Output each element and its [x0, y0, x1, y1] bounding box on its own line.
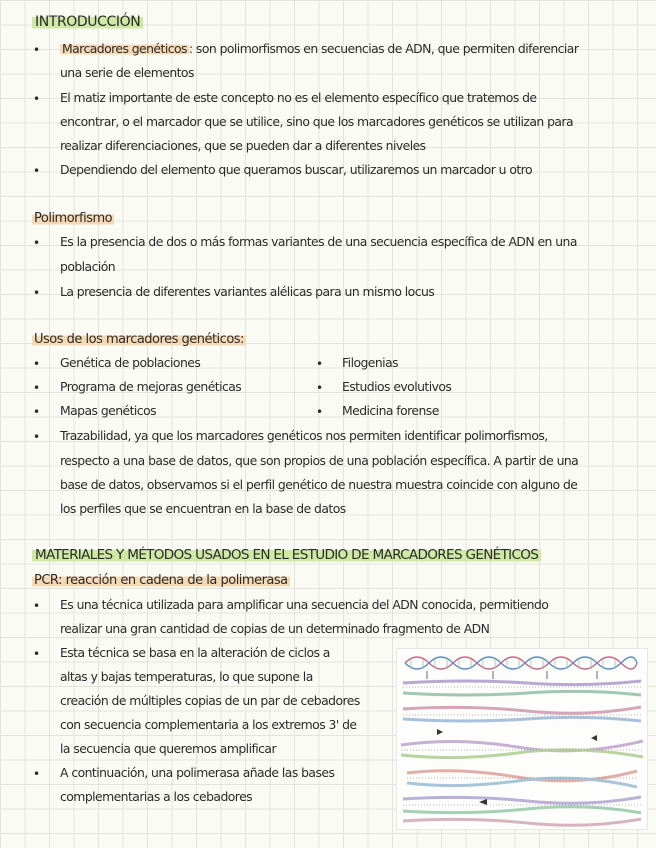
- pcr-bullet-3: A continuación, una polimerasa añade las bases: [60, 765, 335, 780]
- polimorfismo-bullet-1-cont: población: [60, 259, 116, 274]
- intro-bullet-1: Marcadores genéticos : son polimorfismos en secuencias de ADN, que permiten diferenciar: [62, 41, 579, 56]
- intro-bullet-2: El matiz importante de este concepto no es el elemento específico que tratemos de: [60, 90, 537, 105]
- usos-heading: Usos de los marcadores genéticos:: [34, 332, 244, 347]
- dna-strands: [401, 681, 643, 825]
- polimorfismo-heading: Polimorfismo: [34, 211, 113, 226]
- pcr-bullet-2-cont: altas y bajas temperaturas, lo que supone la: [60, 669, 313, 684]
- pcr-abbr: PCR: [34, 573, 59, 588]
- trazabilidad-cont: los perfiles que se encuentran en la base de datos: [60, 501, 346, 516]
- usos-item: Estudios evolutivos: [342, 379, 452, 394]
- bullet: •: [33, 43, 41, 57]
- pcr-bullet-3-cont: complementarias a los cebadores: [60, 789, 253, 804]
- bullet: •: [33, 236, 41, 250]
- intro-bullet-1-cont: una serie de elementos: [60, 65, 194, 80]
- pcr-bullet-1: Es una técnica utilizada para amplificar una secuencia del ADN conocida, permitiendo: [60, 597, 549, 612]
- trazabilidad-cont: respecto a una base de datos, que son propios de una población específica. A partir de una: [60, 453, 579, 468]
- usos-item: Medicina forense: [342, 403, 439, 418]
- bullet: •: [33, 92, 41, 106]
- intro-bullet-2-cont: realizar diferenciaciones, que se pueden dar a diferentes niveles: [60, 138, 426, 153]
- usos-item: Filogenias: [342, 355, 399, 370]
- pcr-bullet-2-cont: con secuencia complementaria a los extremos 3' de: [60, 717, 357, 732]
- intro-bullet-3: Dependiendo del elemento que queramos buscar, utilizaremos un marcador u otro: [60, 162, 532, 177]
- trazabilidad-cont: base de datos, observamos si el perfil genético de nuestra muestra coincide con alguno de: [60, 477, 578, 492]
- pcr-heading: [32, 573, 290, 588]
- pcr-definition: : reacción en cadena de la polimerasa: [58, 573, 288, 588]
- polimorfismo-bullet-1: Es la presencia de dos o más formas variantes de una secuencia específica de ADN en una: [60, 234, 577, 249]
- dna-helix: [405, 657, 637, 679]
- bullet: •: [316, 381, 324, 395]
- bullet: •: [33, 430, 41, 444]
- bullet: •: [316, 357, 324, 371]
- materiales-heading: MATERIALES Y MÉTODOS USADOS EN EL ESTUDIO DE MARCADORES GENÉTICOS: [32, 547, 541, 563]
- pcr-bullet-2-cont: creación de múltiples copias de un par de cebadores: [60, 693, 360, 708]
- pcr-diagram: [396, 648, 648, 830]
- pcr-bullet-2-cont: la secuencia que queremos amplificar: [60, 741, 277, 756]
- term-highlight: Marcadores genéticos: [62, 41, 187, 56]
- pcr-bullet-1-cont: realizar una gran cantidad de copias de un determinado fragmento de ADN: [60, 621, 490, 636]
- intro-bullet-2-cont: encontrar, o el marcador que se utilice, sino que los marcadores genéticos se utilizan para: [60, 114, 574, 129]
- usos-item: Genética de poblaciones: [60, 355, 201, 370]
- bullet: •: [33, 647, 41, 661]
- polimorfismo-bullet-2: La presencia de diferentes variantes alélicas para un mismo locus: [60, 284, 435, 299]
- trazabilidad-bullet: Trazabilidad, ya que los marcadores genéticos nos permiten identificar polimorfismos,: [60, 428, 548, 443]
- bullet: •: [33, 164, 41, 178]
- bullet: •: [33, 767, 41, 781]
- bullet: •: [33, 357, 41, 371]
- usos-item: Programa de mejoras genéticas: [60, 379, 242, 394]
- pcr-bullet-2: Esta técnica se basa en la alteración de ciclos a: [60, 645, 330, 660]
- usos-item: Mapas genéticos: [60, 403, 156, 418]
- pcr-diagram-svg: [397, 649, 647, 829]
- bullet: •: [316, 405, 324, 419]
- intro-heading: INTRODUCCIÓN: [32, 14, 143, 30]
- bullet: •: [33, 599, 41, 613]
- bullet: •: [33, 381, 41, 395]
- bullet: •: [33, 405, 41, 419]
- bullet: •: [33, 286, 41, 300]
